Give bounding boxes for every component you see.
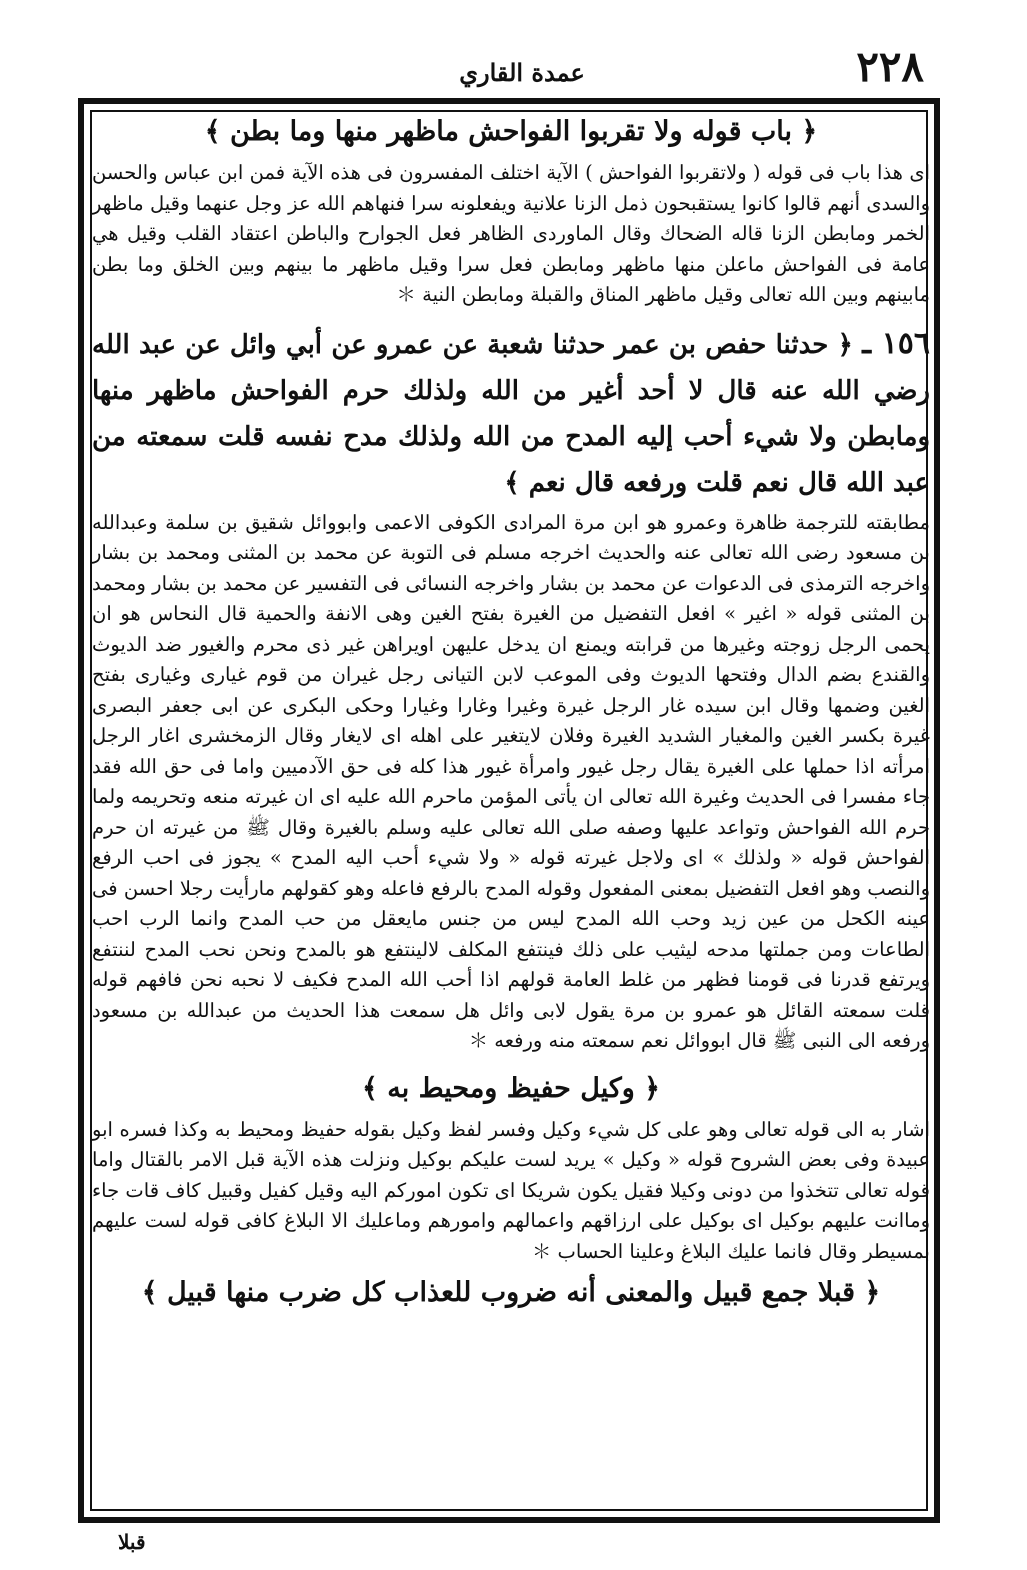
chapter-heading: ﴿ باب قوله ولا تقربوا الفواحش ماظهر منها وما بطن ﴾ bbox=[204, 116, 818, 147]
spacer bbox=[92, 1057, 930, 1069]
section-heading-wakil: ﴿ وكيل حفيظ ومحيط به ﴾ bbox=[362, 1072, 660, 1104]
section-commentary-wakil: اشار به الى قوله تعالى وهو على كل شيء وكيل وفسر لفظ وكيل بقوله حفيظ ومحيط به وكذا فسره ابو عبيدة وفى بعض الشروح قوله « وكيل » يريد لست عليكم بوكيل ونزلت هذه الآية قبل الامر بالقتال واما قوله تعالى تتخذوا من دونى وكيلا فقيل يكون شريكا اى تكون اموركم اليه وقيل كفيل وقبيل كاف قات جاء وماانت عليهم بوكيل اى بوكيل على ارزاقهم واعمالهم وامورهم وماعليك الا البلاغ كافى قوله لست عليهم بمسيطر وقال فانما عليك البلاغ وعلينا الحساب ＊ bbox=[92, 1117, 930, 1263]
catchword: قبلا bbox=[118, 1530, 146, 1554]
hadith-text: ﴿ حدثنا حفص بن عمر حدثنا شعبة عن عمرو عن أبي وائل عن عبد الله رضي الله عنه قال لا أحد أغير من الله ولذلك حرم الفواحش ماظهر منها ومابطن ولا شيء أحب إليه المدح من الله ولذلك مدح نفسه قلت سمعته من عبد الله قال نعم قلت ورفعه قال نعم ﴾ bbox=[92, 329, 930, 498]
hadith-commentary: مطابقته للترجمة ظاهرة وعمرو هو ابن مرة المرادى الكوفى الاعمى وابووائل شقيق بن سلمة وعبدالله بن مسعود رضى الله تعالى عنه والحديث اخرجه مسلم فى التوبة عن محمد بن المثنى ومحمد بن بشار واخرجه الترمذى فى الدعوات عن محمد بن بشار واخرجه النسائى فى التفسير عن محمد بن بشار ومحمد بن المثنى قوله « اغير » افعل التفضيل من الغيرة بفتح الغين وهى الانفة والحمية قال النحاس هو ان يحمى الرجل زوجته وغيرها من قرابته ويمنع ان يدخل عليهن اويراهن غير ذى محرم والغيور ضد الديوث والقندع بضم الدال وفتحها الديوث وفى الموعب لابن التيانى رجل غيران من قوم غيارى وغيارى بفتح الغين وضمها وقال ابن سيده غار الرجل غيرة وغيرا وغارا وغيارا وحكى البكرى عن ابى جعفر البصرى غيرة بكسر الغين والمغيار الشديد الغيرة وفلان لايتغير على اهله اى لايغار وقال الزمخشرى اغار الرجل امرأته اذا حملها على الغيرة يقال رجل غيور وامرأة غيور هذا كله فى حق الآدميين واما فى حق الله فقد جاء مفسرا فى الحديث وغيرة الله تعالى ان يأتى المؤمن ماحرم الله عليه اى ان غيرته منعه وتحريمه ولما حرم الله الفواحش وتواعد عليها وصفه صلى الله تعالى عليه وسلم بالغيرة وقال ﷺ من غيرته ان حرم الفواحش قوله « ولذلك » اى ولاجل غيرته قوله « ولا شيء أحب اليه المدح » يجوز فى احب الرفع والنصب وهو افعل التفضيل بمعنى المفعول وقوله المدح بالرفع فاعله وهو كقولهم مارأيت رجلا احسن فى عينه الكحل من عين زيد وحب الله المدح ليس من جنس مايعقل من حب المدح وانما الرب احب الطاعات ومن جملتها مدحه ليثيب على ذلك فينتفع المكلف لالينتفع هو بالمدح ونحن نحب المدح لننتفع ويرتفع قدرنا فى قومنا فظهر من غلط العامة قولهم اذا أحب الله المدح فكيف لا نحبه نحن فافهم قوله قلت سمعته القائل هو عمرو بن مرة يقول لابى وائل هل سمعت هذا الحديث من عبدالله بن مسعود ورفعه الى النبى ﷺ قال ابووائل نعم سمعته منه ورفعه ＊ bbox=[92, 510, 931, 1052]
page-content bbox=[92, 112, 930, 1512]
page-header bbox=[92, 36, 932, 98]
page-number: ٢٢٨ bbox=[856, 42, 924, 91]
hadith-number: ١٥٦ ـ bbox=[862, 325, 931, 361]
chapter-commentary: اى هذا باب فى قوله ( ولاتقربوا الفواحش ) الآية اختلف المفسرون فى هذه الآية فمن ابن عباس والحسن والسدى أنهم قالوا كانوا يستقبحون ذمل الزنا علانية ويفعلونه سرا فنهاهم الله عز وجل عنهما وقيل ماظهر الخمر ومابطن الزنا قاله الضحاك وقال الماوردى الظاهر فعل الجوارح والباطن اعتقاد القلب وقيل هي عامة فى الفواحش ماعلن منها ماظهر ومابطن فعل سرا وقيل ماظهر ما بينهم وبين الخلق وما بطن مابينهم وبين الله تعالى وقيل ماظهر المناق والقبلة ومابطن النية ＊ bbox=[92, 161, 930, 306]
running-title: عمدة القاري bbox=[459, 58, 585, 87]
spacer bbox=[92, 311, 930, 317]
section-heading-qubulan: ﴿ قبلا جمع قبيل والمعنى أنه ضروب للعذاب كل ضرب منها قبيل ﴾ bbox=[141, 1277, 881, 1308]
hadith-block bbox=[92, 321, 930, 506]
